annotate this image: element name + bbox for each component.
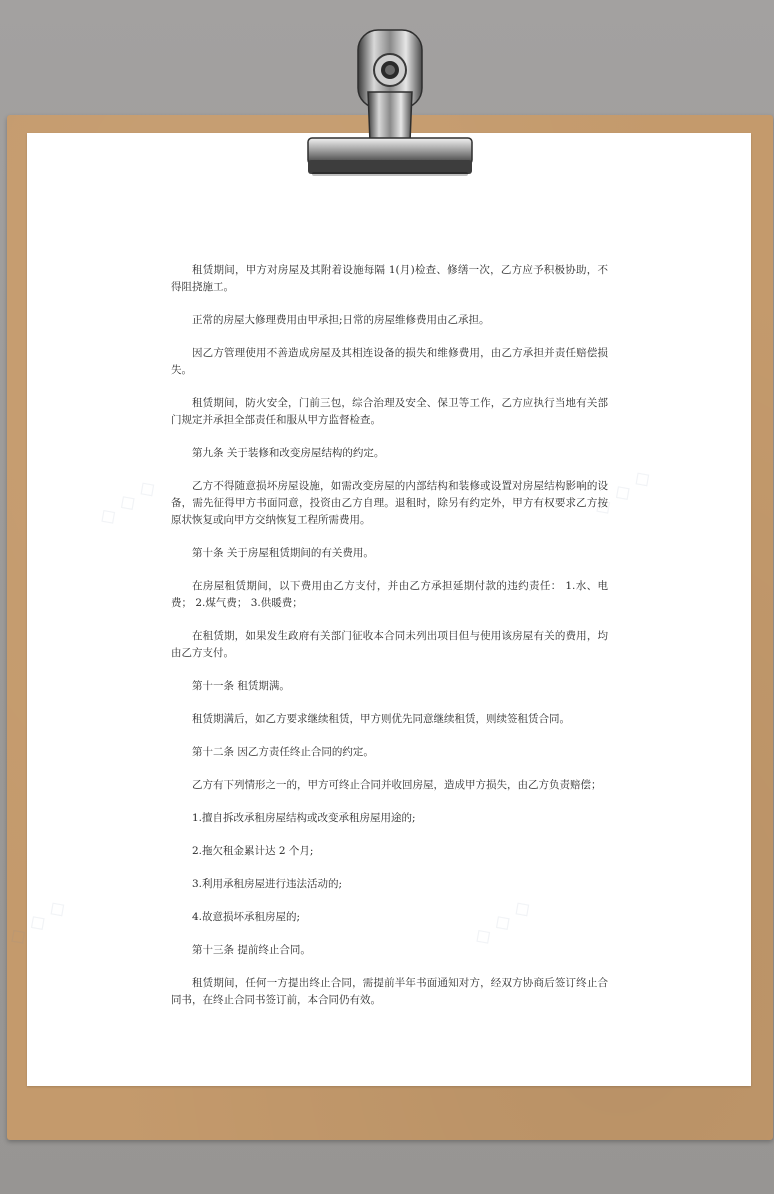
section-heading: 第十一条 租赁期满。: [192, 680, 290, 692]
list-item: 4.故意损坏承租房屋的;: [192, 911, 301, 923]
list-item: 2.拖欠租金累计达 2 个月;: [192, 845, 314, 857]
list-item: 1.擅自拆改承租房屋结构或改变承租房屋用途的;: [192, 812, 416, 824]
list-item: 3.利用承租房屋进行违法活动的;: [192, 878, 343, 890]
paragraph: 租赁期间，甲方对房屋及其附着设施每隔 1(月)检查、修缮一次，乙方应予积极协助，不得阻挠施工。: [171, 264, 608, 293]
paragraph: 租赁期间，防火安全，门前三包，综合治理及安全、保卫等工作，乙方应执行当地有关部门规定并承担全部责任和服从甲方监督检查。: [171, 397, 608, 426]
paragraph: 因乙方管理使用不善造成房屋及其相连设备的损失和维修费用，由乙方承担并责任赔偿损失。: [171, 347, 608, 376]
document-text: [171, 262, 608, 1025]
paragraph: 正常的房屋大修理费用由甲承担;日常的房屋维修费用由乙承担。: [192, 314, 490, 326]
section-heading: 第十三条 提前终止合同。: [192, 944, 311, 956]
paragraph: 乙方不得随意损坏房屋设施，如需改变房屋的内部结构和装修或设置对房屋结构影响的设备，需先征得甲方书面同意，投资由乙方自理。退租时，除另有约定外，甲方有权要求乙方按原状恢复或向甲方交纳恢复工程所需费用。: [171, 480, 608, 526]
paragraph: 租赁期间，任何一方提出终止合同，需提前半年书面通知对方，经双方协商后签订终止合同书，在终止合同书签订前，本合同仍有效。: [171, 977, 608, 1006]
paragraph: 在房屋租赁期间，以下费用由乙方支付，并由乙方承担延期付款的违约责任： 1.水、电费； 2.煤气费； 3.供暖费；: [171, 580, 608, 609]
clipboard-clip-icon: [300, 22, 480, 182]
paragraph: 在租赁期，如果发生政府有关部门征收本合同未列出项目但与使用该房屋有关的费用，均由乙方支付。: [171, 630, 608, 659]
section-heading: 第十条 关于房屋租赁期间的有关费用。: [192, 547, 374, 559]
section-heading: 第十二条 因乙方责任终止合同的约定。: [192, 746, 374, 758]
section-heading: 第九条 关于装修和改变房屋结构的约定。: [192, 447, 385, 459]
paragraph: 租赁期满后，如乙方要求继续租赁，甲方则优先同意继续租赁，则续签租赁合同。: [192, 713, 570, 725]
paragraph: 乙方有下列情形之一的，甲方可终止合同并收回房屋，造成甲方损失，由乙方负责赔偿；: [192, 779, 602, 791]
